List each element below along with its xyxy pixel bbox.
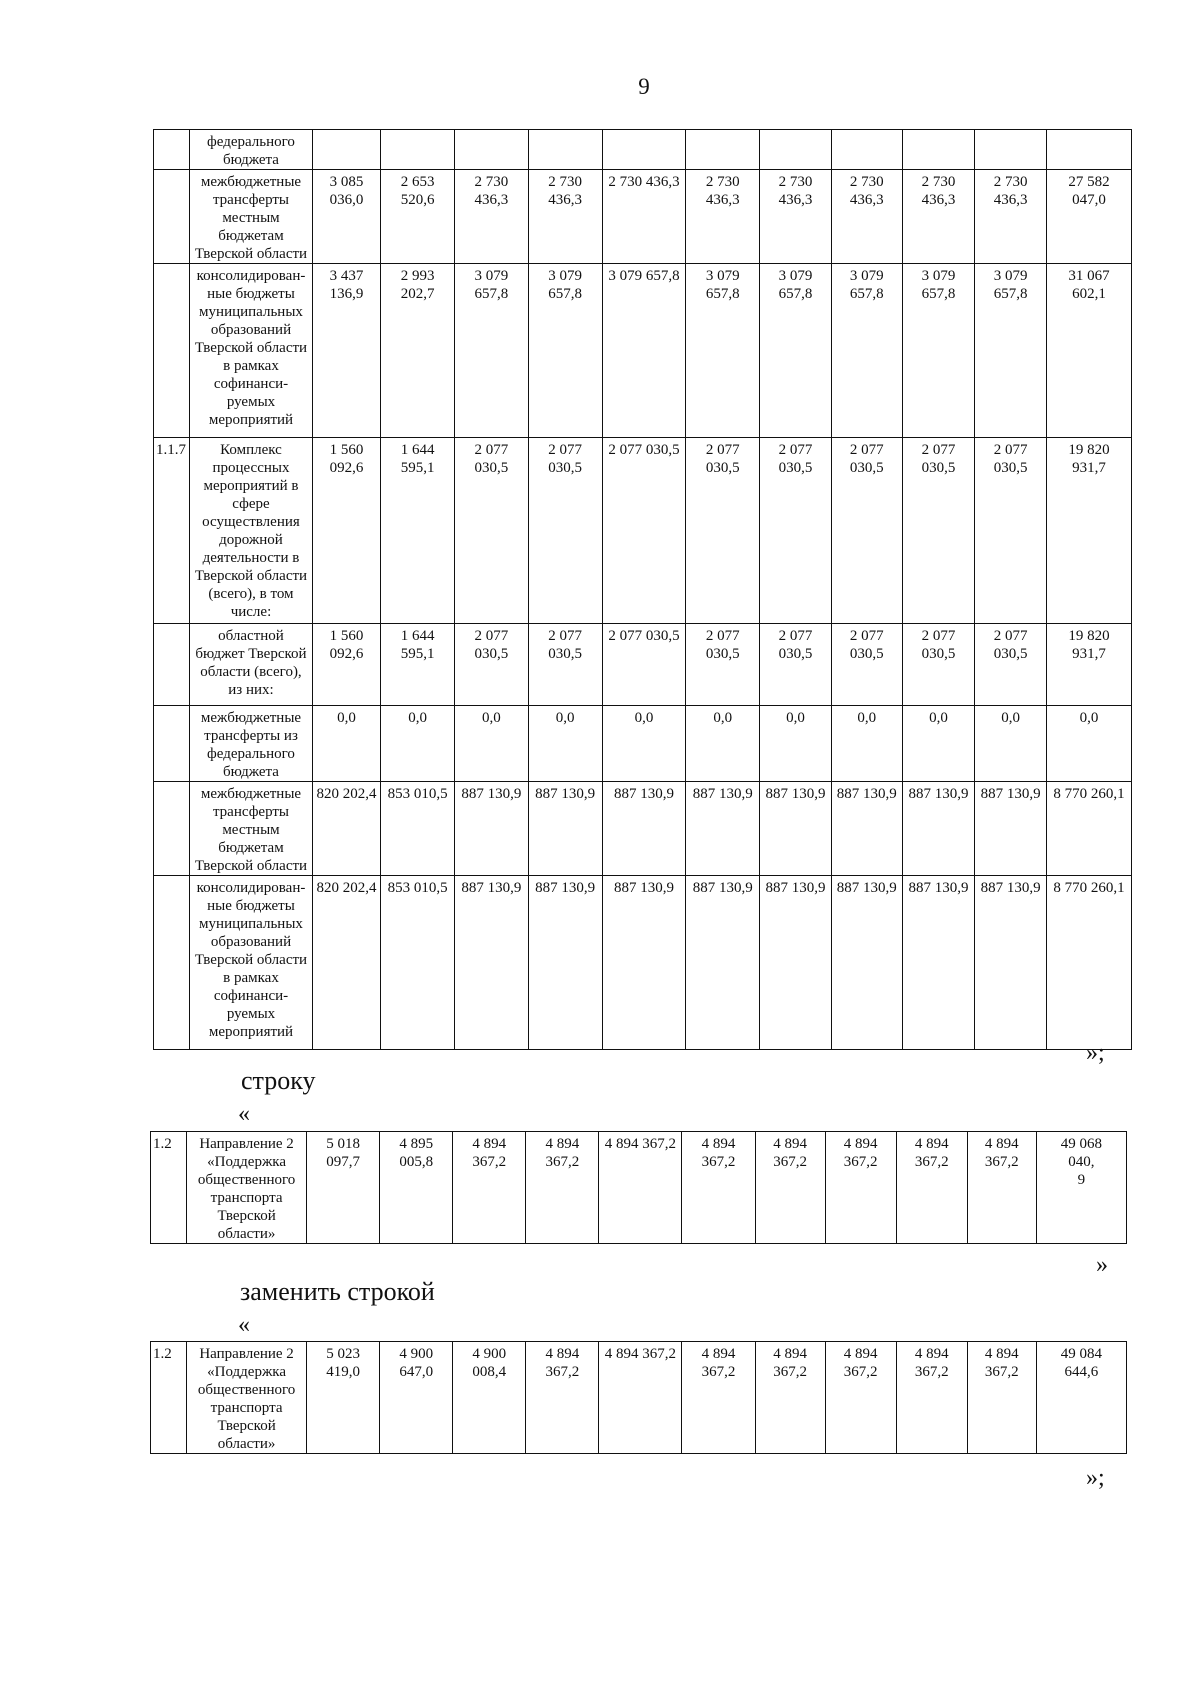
instruction-label-replace: заменить строкой xyxy=(240,1277,435,1306)
value-cell xyxy=(902,130,975,170)
value-cell: 0,0 xyxy=(975,706,1047,782)
value-cell: 2 077 030,5 xyxy=(686,438,760,624)
value-cell: 2 730 436,3 xyxy=(528,170,602,264)
value-cell: 1 560 092,6 xyxy=(312,624,381,706)
value-cell: 2 730 436,3 xyxy=(686,170,760,264)
value-cell: 3 079 657,8 xyxy=(602,264,686,438)
value-cell: 2 077 030,5 xyxy=(760,624,832,706)
value-cell xyxy=(1047,130,1132,170)
value-cell: 887 130,9 xyxy=(455,782,529,876)
opening-quote: « xyxy=(238,1101,250,1127)
value-cell: 49 084 644,6 xyxy=(1036,1342,1126,1454)
row-number: 1.1.7 xyxy=(154,438,190,624)
closing-quote: »; xyxy=(1086,1040,1105,1066)
value-cell: 2 077 030,5 xyxy=(902,624,975,706)
value-cell: 887 130,9 xyxy=(760,782,832,876)
value-cell: 19 820 931,7 xyxy=(1047,624,1132,706)
value-cell: 8 770 260,1 xyxy=(1047,876,1132,1050)
value-cell: 4 894 367,2 xyxy=(526,1132,599,1244)
row-number xyxy=(154,264,190,438)
value-cell: 27 582 047,0 xyxy=(1047,170,1132,264)
table-row xyxy=(154,438,1132,624)
instruction-label-row: строку xyxy=(241,1066,316,1095)
value-cell xyxy=(686,130,760,170)
value-cell: 4 894 367,2 xyxy=(755,1342,825,1454)
value-cell: 2 077 030,5 xyxy=(975,438,1047,624)
value-cell: 3 079 657,8 xyxy=(760,264,832,438)
value-cell: 2 730 436,3 xyxy=(902,170,975,264)
row-number xyxy=(154,782,190,876)
page-number: 9 xyxy=(638,74,650,99)
value-cell: 887 130,9 xyxy=(686,782,760,876)
value-cell: 5 018 097,7 xyxy=(307,1132,380,1244)
value-cell: 2 730 436,3 xyxy=(760,170,832,264)
value-cell: 2 730 436,3 xyxy=(602,170,686,264)
row-name: консолидирован-ные бюджеты муниципальных образований Тверской области в рамках софинанси-руемых мероприятий xyxy=(190,876,312,1050)
value-cell: 5 023 419,0 xyxy=(307,1342,380,1454)
value-cell: 2 730 436,3 xyxy=(831,170,902,264)
value-cell: 853 010,5 xyxy=(381,876,455,1050)
value-cell: 1 560 092,6 xyxy=(312,438,381,624)
value-cell: 0,0 xyxy=(602,706,686,782)
value-cell: 4 894 367,2 xyxy=(896,1342,967,1454)
value-cell: 0,0 xyxy=(686,706,760,782)
row-number xyxy=(154,706,190,782)
value-cell: 2 077 030,5 xyxy=(455,624,529,706)
table-row xyxy=(151,1342,1127,1454)
value-cell: 887 130,9 xyxy=(831,876,902,1050)
value-cell: 2 077 030,5 xyxy=(760,438,832,624)
value-cell: 2 077 030,5 xyxy=(831,624,902,706)
value-cell: 4 894 367,2 xyxy=(755,1132,825,1244)
table-row xyxy=(151,1132,1127,1244)
value-cell: 49 068 040, 9 xyxy=(1036,1132,1126,1244)
row-number: 1.2 xyxy=(151,1132,187,1244)
value-cell: 887 130,9 xyxy=(455,876,529,1050)
row-name: консолидирован-ные бюджеты муниципальных образований Тверской области в рамках софинанси-руемых мероприятий xyxy=(190,264,312,438)
row-number xyxy=(154,130,190,170)
value-cell: 3 085 036,0 xyxy=(312,170,381,264)
value-cell: 1 644 595,1 xyxy=(381,438,455,624)
value-cell: 887 130,9 xyxy=(902,782,975,876)
value-cell: 2 077 030,5 xyxy=(831,438,902,624)
value-cell: 887 130,9 xyxy=(602,782,686,876)
value-cell: 0,0 xyxy=(528,706,602,782)
value-cell: 4 894 367,2 xyxy=(526,1342,599,1454)
row-name: межбюджетные трансферты из федерального бюджета xyxy=(190,706,312,782)
old-row-table xyxy=(150,1131,1127,1244)
value-cell: 4 894 367,2 xyxy=(896,1132,967,1244)
value-cell: 887 130,9 xyxy=(902,876,975,1050)
value-cell: 887 130,9 xyxy=(528,782,602,876)
value-cell xyxy=(975,130,1047,170)
value-cell: 4 894 367,2 xyxy=(453,1132,526,1244)
value-cell: 2 077 030,5 xyxy=(602,624,686,706)
row-name: Направление 2 «Поддержка общественного транспорта Тверской области» xyxy=(187,1342,307,1454)
table-row xyxy=(154,706,1132,782)
value-cell: 3 437 136,9 xyxy=(312,264,381,438)
value-cell: 3 079 657,8 xyxy=(902,264,975,438)
value-cell: 3 079 657,8 xyxy=(975,264,1047,438)
value-cell: 0,0 xyxy=(455,706,529,782)
budget-table xyxy=(153,129,1132,1050)
value-cell: 4 894 367,2 xyxy=(967,1342,1036,1454)
table-row xyxy=(154,876,1132,1050)
value-cell: 887 130,9 xyxy=(528,876,602,1050)
value-cell: 4 895 005,8 xyxy=(380,1132,453,1244)
row-name: Направление 2 «Поддержка общественного транспорта Тверской области» xyxy=(187,1132,307,1244)
value-cell: 4 894 367,2 xyxy=(682,1132,755,1244)
row-number: 1.2 xyxy=(151,1342,187,1454)
opening-quote: « xyxy=(238,1312,250,1338)
value-cell: 0,0 xyxy=(381,706,455,782)
value-cell xyxy=(602,130,686,170)
value-cell: 0,0 xyxy=(1047,706,1132,782)
value-cell: 0,0 xyxy=(831,706,902,782)
value-cell: 4 894 367,2 xyxy=(967,1132,1036,1244)
table-row xyxy=(154,170,1132,264)
row-name: Комплекс процессных мероприятий в сфере осуществления дорожной деятельности в Тверской области (всего), в том числе: xyxy=(190,438,312,624)
row-name: федерального бюджета xyxy=(190,130,312,170)
value-cell: 4 894 367,2 xyxy=(599,1342,682,1454)
value-cell: 2 077 030,5 xyxy=(686,624,760,706)
value-cell: 0,0 xyxy=(902,706,975,782)
value-cell: 4 894 367,2 xyxy=(825,1342,896,1454)
value-cell xyxy=(381,130,455,170)
value-cell: 2 653 520,6 xyxy=(381,170,455,264)
row-number xyxy=(154,170,190,264)
table-row xyxy=(154,130,1132,170)
value-cell: 2 993 202,7 xyxy=(381,264,455,438)
value-cell: 4 900 647,0 xyxy=(380,1342,453,1454)
value-cell: 820 202,4 xyxy=(312,876,381,1050)
value-cell xyxy=(312,130,381,170)
value-cell: 2 077 030,5 xyxy=(528,624,602,706)
value-cell: 8 770 260,1 xyxy=(1047,782,1132,876)
value-cell: 19 820 931,7 xyxy=(1047,438,1132,624)
new-row-table xyxy=(150,1341,1127,1454)
value-cell: 4 894 367,2 xyxy=(682,1342,755,1454)
value-cell: 4 900 008,4 xyxy=(453,1342,526,1454)
value-cell: 2 077 030,5 xyxy=(528,438,602,624)
value-cell: 2 077 030,5 xyxy=(455,438,529,624)
value-cell: 2 077 030,5 xyxy=(602,438,686,624)
value-cell: 853 010,5 xyxy=(381,782,455,876)
value-cell: 2 730 436,3 xyxy=(975,170,1047,264)
value-cell: 887 130,9 xyxy=(760,876,832,1050)
row-name: межбюджетные трансферты местным бюджетам Тверской области xyxy=(190,782,312,876)
row-number xyxy=(154,624,190,706)
value-cell: 887 130,9 xyxy=(686,876,760,1050)
table-row xyxy=(154,264,1132,438)
closing-quote: » xyxy=(1096,1252,1108,1278)
value-cell: 31 067 602,1 xyxy=(1047,264,1132,438)
value-cell: 887 130,9 xyxy=(602,876,686,1050)
value-cell: 887 130,9 xyxy=(831,782,902,876)
table-row xyxy=(154,624,1132,706)
value-cell: 820 202,4 xyxy=(312,782,381,876)
value-cell: 3 079 657,8 xyxy=(528,264,602,438)
value-cell: 887 130,9 xyxy=(975,782,1047,876)
value-cell: 3 079 657,8 xyxy=(831,264,902,438)
value-cell: 2 077 030,5 xyxy=(902,438,975,624)
value-cell: 3 079 657,8 xyxy=(686,264,760,438)
value-cell: 2 077 030,5 xyxy=(975,624,1047,706)
value-cell xyxy=(831,130,902,170)
value-cell: 0,0 xyxy=(760,706,832,782)
closing-quote: »; xyxy=(1086,1465,1105,1491)
value-cell: 1 644 595,1 xyxy=(381,624,455,706)
table-row xyxy=(154,782,1132,876)
row-number xyxy=(154,876,190,1050)
value-cell xyxy=(760,130,832,170)
value-cell: 2 730 436,3 xyxy=(455,170,529,264)
row-name: областной бюджет Тверской области (всего), из них: xyxy=(190,624,312,706)
row-name: межбюджетные трансферты местным бюджетам Тверской области xyxy=(190,170,312,264)
value-cell: 4 894 367,2 xyxy=(599,1132,682,1244)
value-cell: 3 079 657,8 xyxy=(455,264,529,438)
value-cell: 4 894 367,2 xyxy=(825,1132,896,1244)
value-cell xyxy=(455,130,529,170)
value-cell: 887 130,9 xyxy=(975,876,1047,1050)
value-cell: 0,0 xyxy=(312,706,381,782)
value-cell xyxy=(528,130,602,170)
